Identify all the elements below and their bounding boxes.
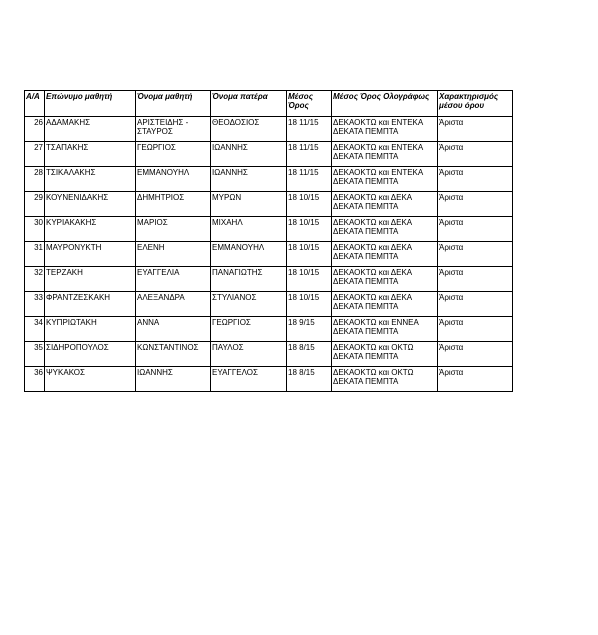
average-words-line: ΔΕΚΑΟΚΤΩ και ΔΕΚΑ <box>333 193 413 202</box>
cell-aa: 27 <box>25 142 45 167</box>
cell-father: ΜΥΡΩΝ <box>211 192 287 217</box>
cell-surname: ΚΥΠΡΙΩΤΑΚΗ <box>45 317 136 342</box>
average-words-line: ΔΕΚΑΟΚΤΩ και ΟΚΤΩ <box>333 368 414 377</box>
cell-aa: 33 <box>25 292 45 317</box>
cell-average: 18 10/15 <box>287 192 332 217</box>
cell-name: ΚΩΝΣΤΑΝΤΙΝΟΣ <box>136 342 211 367</box>
cell-surname: ΤΕΡΖΑΚΗ <box>45 267 136 292</box>
cell-name: ΓΕΩΡΓΙΟΣ <box>136 142 211 167</box>
cell-father: ΙΩΑΝΝΗΣ <box>211 167 287 192</box>
cell-average: 18 11/15 <box>287 117 332 142</box>
cell-average: 18 11/15 <box>287 142 332 167</box>
average-words-line: ΔΕΚΑΤΑ ΠΕΜΠΤΑ <box>333 377 399 386</box>
average-words-line: ΔΕΚΑΤΑ ΠΕΜΠΤΑ <box>333 352 399 361</box>
cell-name: ΔΗΜΗΤΡΙΟΣ <box>136 192 211 217</box>
cell-name: ΑΛΕΞΑΝΔΡΑ <box>136 292 211 317</box>
cell-aa: 36 <box>25 367 45 392</box>
cell-average-words <box>332 367 438 392</box>
average-words-line: ΔΕΚΑΟΚΤΩ και ΕΝΤΕΚΑ <box>333 118 424 127</box>
cell-average-words <box>332 267 438 292</box>
header-grade: Χαρακτηρισμός μέσου όρου <box>438 91 513 117</box>
average-words-line: ΔΕΚΑΤΑ ΠΕΜΠΤΑ <box>333 227 399 236</box>
cell-grade: Άριστα <box>438 342 513 367</box>
cell-average-words <box>332 192 438 217</box>
cell-grade: Άριστα <box>438 242 513 267</box>
table-row <box>25 117 513 142</box>
cell-surname: ΦΡΑΝΤΖΕΣΚΑΚΗ <box>45 292 136 317</box>
table-row <box>25 142 513 167</box>
average-words-line: ΔΕΚΑΟΚΤΩ και ΔΕΚΑ <box>333 268 413 277</box>
average-words-line: ΔΕΚΑΤΑ ΠΕΜΠΤΑ <box>333 177 399 186</box>
cell-father: ΜΙΧΑΗΛ <box>211 217 287 242</box>
cell-average: 18 10/15 <box>287 242 332 267</box>
cell-name: ΕΥΑΓΓΕΛΙΑ <box>136 267 211 292</box>
table-row <box>25 317 513 342</box>
cell-surname: ΚΟΥΝΕΝΙΔΑΚΗΣ <box>45 192 136 217</box>
average-words-line: ΔΕΚΑΤΑ ΠΕΜΠΤΑ <box>333 252 399 261</box>
cell-average-words <box>332 317 438 342</box>
table-body <box>25 117 513 392</box>
table-row <box>25 367 513 392</box>
cell-surname: ΨΥΚΑΚΟΣ <box>45 367 136 392</box>
cell-average-words <box>332 342 438 367</box>
table-row <box>25 217 513 242</box>
cell-average-words <box>332 292 438 317</box>
cell-father: ΕΥΑΓΓΕΛΟΣ <box>211 367 287 392</box>
cell-name: ΑΡΙΣΤΕΙΔΗΣ - ΣΤΑΥΡΟΣ <box>136 117 211 142</box>
average-words-line: ΔΕΚΑΟΚΤΩ και ΟΚΤΩ <box>333 343 414 352</box>
table-row <box>25 192 513 217</box>
cell-father: ΓΕΩΡΓΙΟΣ <box>211 317 287 342</box>
average-words-line: ΔΕΚΑΟΚΤΩ και ΔΕΚΑ <box>333 243 413 252</box>
cell-name: ΑΝΝΑ <box>136 317 211 342</box>
average-words-line: ΔΕΚΑΟΚΤΩ και ΔΕΚΑ <box>333 218 413 227</box>
cell-aa: 30 <box>25 217 45 242</box>
header-average-words: Μέσος Όρος Ολογράφως <box>332 91 438 117</box>
cell-aa: 28 <box>25 167 45 192</box>
cell-grade: Άριστα <box>438 167 513 192</box>
average-words-line: ΔΕΚΑΟΚΤΩ και ΕΝΤΕΚΑ <box>333 168 424 177</box>
cell-grade: Άριστα <box>438 117 513 142</box>
cell-average: 18 10/15 <box>287 292 332 317</box>
grades-table <box>24 90 513 392</box>
header-average: Μέσος Όρος <box>287 91 332 117</box>
average-words-line: ΔΕΚΑΟΚΤΩ και ΔΕΚΑ <box>333 293 413 302</box>
cell-surname: ΣΙΔΗΡΟΠΟΥΛΟΣ <box>45 342 136 367</box>
header-row <box>25 91 513 117</box>
cell-father: ΕΜΜΑΝΟΥΗΛ <box>211 242 287 267</box>
cell-name: ΕΜΜΑΝΟΥΗΛ <box>136 167 211 192</box>
cell-aa: 31 <box>25 242 45 267</box>
average-words-line: ΔΕΚΑΟΚΤΩ και ΕΝΤΕΚΑ <box>333 143 424 152</box>
average-words-line: ΔΕΚΑΤΑ ΠΕΜΠΤΑ <box>333 327 399 336</box>
cell-average-words <box>332 142 438 167</box>
average-words-line: ΔΕΚΑΤΑ ΠΕΜΠΤΑ <box>333 127 399 136</box>
cell-name: ΙΩΑΝΝΗΣ <box>136 367 211 392</box>
table-header <box>25 91 513 117</box>
cell-average: 18 8/15 <box>287 367 332 392</box>
table-row <box>25 167 513 192</box>
cell-surname: ΜΑΥΡΟΝΥΚΤΗ <box>45 242 136 267</box>
cell-father: ΙΩΑΝΝΗΣ <box>211 142 287 167</box>
header-father: Όνομα πατέρα <box>211 91 287 117</box>
cell-aa: 29 <box>25 192 45 217</box>
average-words-line: ΔΕΚΑΤΑ ΠΕΜΠΤΑ <box>333 152 399 161</box>
average-words-line: ΔΕΚΑΤΑ ΠΕΜΠΤΑ <box>333 277 399 286</box>
cell-father: ΠΑΝΑΓΙΩΤΗΣ <box>211 267 287 292</box>
cell-grade: Άριστα <box>438 292 513 317</box>
average-words-line: ΔΕΚΑΤΑ ΠΕΜΠΤΑ <box>333 202 399 211</box>
cell-surname: ΤΣΑΠΑΚΗΣ <box>45 142 136 167</box>
cell-grade: Άριστα <box>438 217 513 242</box>
cell-grade: Άριστα <box>438 367 513 392</box>
cell-father: ΠΑΥΛΟΣ <box>211 342 287 367</box>
cell-average: 18 8/15 <box>287 342 332 367</box>
cell-surname: ΑΔΑΜΑΚΗΣ <box>45 117 136 142</box>
cell-aa: 26 <box>25 117 45 142</box>
table-row <box>25 292 513 317</box>
cell-grade: Άριστα <box>438 317 513 342</box>
cell-average: 18 10/15 <box>287 267 332 292</box>
cell-average-words <box>332 167 438 192</box>
cell-surname: ΚΥΡΙΑΚΑΚΗΣ <box>45 217 136 242</box>
cell-father: ΣΤΥΛΙΑΝΟΣ <box>211 292 287 317</box>
cell-aa: 35 <box>25 342 45 367</box>
cell-grade: Άριστα <box>438 192 513 217</box>
cell-average-words <box>332 217 438 242</box>
average-words-line: ΔΕΚΑΤΑ ΠΕΜΠΤΑ <box>333 302 399 311</box>
cell-aa: 34 <box>25 317 45 342</box>
cell-surname: ΤΣΙΚΑΛΑΚΗΣ <box>45 167 136 192</box>
cell-father: ΘΕΟΔΟΣΙΟΣ <box>211 117 287 142</box>
cell-aa: 32 <box>25 267 45 292</box>
cell-average-words <box>332 117 438 142</box>
cell-average: 18 11/15 <box>287 167 332 192</box>
cell-average-words <box>332 242 438 267</box>
cell-grade: Άριστα <box>438 267 513 292</box>
table-row <box>25 267 513 292</box>
header-surname: Επώνυμο μαθητή <box>45 91 136 117</box>
header-name: Όνομα μαθητή <box>136 91 211 117</box>
header-aa: Α/Α <box>25 91 45 117</box>
cell-grade: Άριστα <box>438 142 513 167</box>
cell-name: ΜΑΡΙΟΣ <box>136 217 211 242</box>
table-row <box>25 242 513 267</box>
table-row <box>25 342 513 367</box>
cell-average: 18 9/15 <box>287 317 332 342</box>
cell-average: 18 10/15 <box>287 217 332 242</box>
cell-name: ΕΛΕΝΗ <box>136 242 211 267</box>
average-words-line: ΔΕΚΑΟΚΤΩ και ΕΝΝΕΑ <box>333 318 419 327</box>
